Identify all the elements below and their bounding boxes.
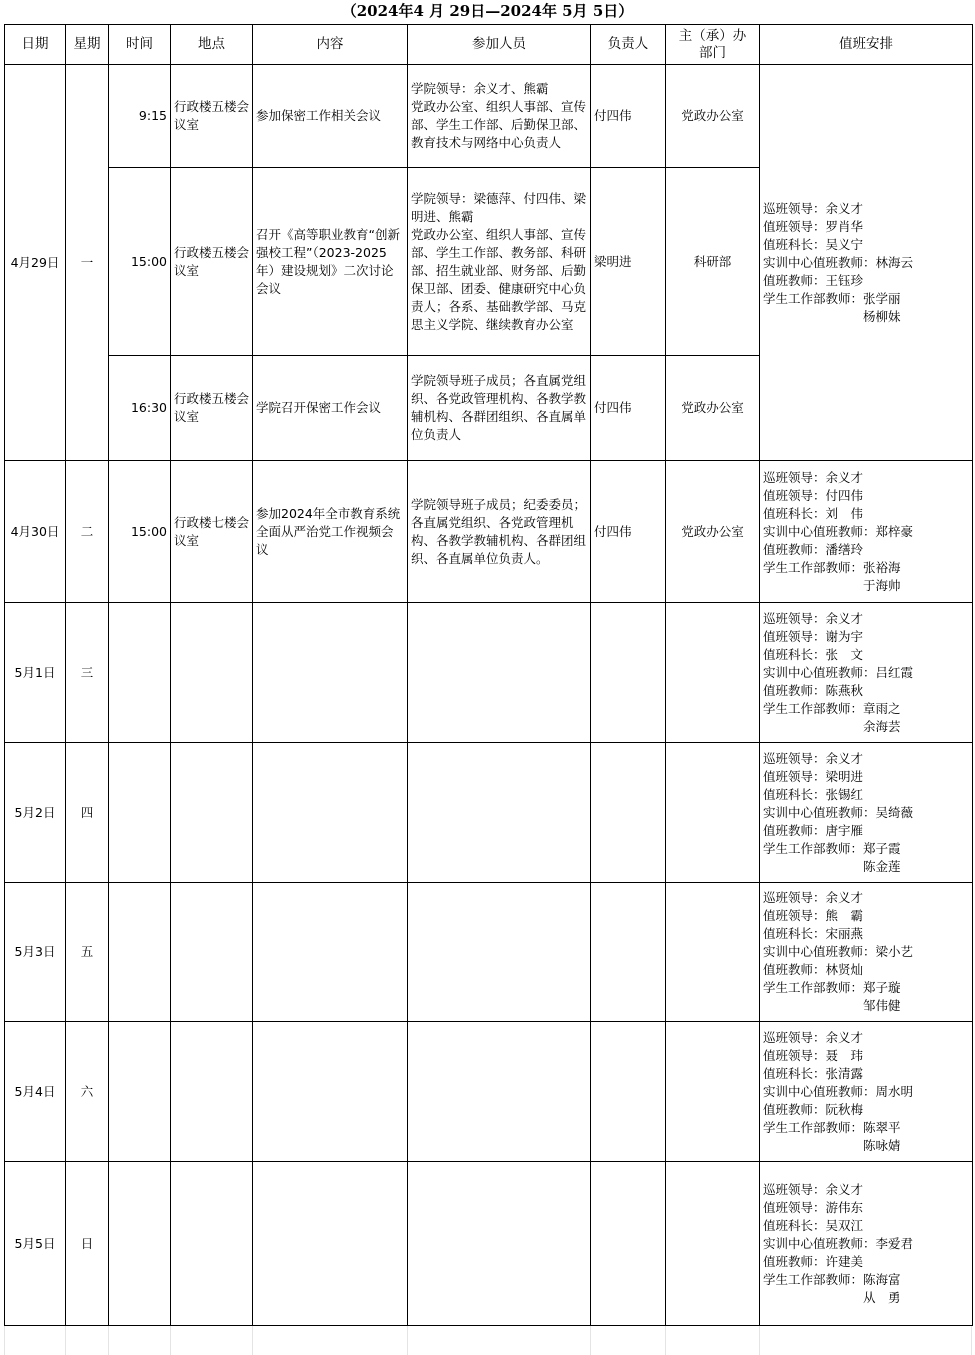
- weekday-cell: 三: [66, 603, 109, 743]
- dept-cell: 科研部: [666, 168, 760, 356]
- table-row: [5, 1022, 973, 1162]
- content-cell: 召开《高等职业教育“创新强校工程”（2023-2025年）建设规划》二次讨论会议: [253, 168, 408, 356]
- duty-cell: 巡班领导：余义才 值班领导：付四伟 值班科长：刘 伟 实训中心值班教师：郑梓豪 值班教师：潘缮玲 学生工作部教师：张裕海 于海帅: [760, 461, 973, 603]
- person-cell: 付四伟: [591, 461, 666, 603]
- column-header-attendees: 参加人员: [408, 25, 591, 65]
- content-cell: [253, 1022, 408, 1162]
- content-cell: 学院召开保密工作会议: [253, 356, 408, 461]
- duty-cell: 巡班领导：余义才 值班领导：熊 霸 值班科长：宋丽燕 实训中心值班教师：梁小艺 值班教师：林贤灿 学生工作部教师：郑子璇 邹伟健: [760, 883, 973, 1022]
- time-cell: [109, 883, 171, 1022]
- time-cell: 15:00: [109, 168, 171, 356]
- location-cell: [171, 1162, 253, 1326]
- time-cell: [109, 603, 171, 743]
- column-header-location: 地点: [171, 25, 253, 65]
- attendees-cell: 学院领导：余义才、熊霸 党政办公室、组织人事部、宣传部、学生工作部、后勤保卫部、教育技术与网络中心负责人: [408, 65, 591, 168]
- table-row: [5, 1162, 973, 1326]
- person-cell: [591, 603, 666, 743]
- column-header-host-dept: 主（承）办 部门: [666, 25, 760, 65]
- duty-cell: 巡班领导：余义才 值班领导：谢为宇 值班科长：张 文 实训中心值班教师：吕红霞 值班教师：陈燕秋 学生工作部教师：章雨之 余海芸: [760, 603, 973, 743]
- date-cell: 4月29日: [5, 65, 66, 461]
- location-cell: 行政楼五楼会议室: [171, 168, 253, 356]
- column-header-content: 内容: [253, 25, 408, 65]
- table-row: [5, 883, 973, 1022]
- table-row: [5, 461, 973, 603]
- column-header-weekday: 星期: [66, 25, 109, 65]
- date-cell: 5月3日: [5, 883, 66, 1022]
- location-cell: 行政楼七楼会议室: [171, 461, 253, 603]
- content-cell: 参加2024年全市教育系统全面从严治党工作视频会议: [253, 461, 408, 603]
- date-cell: 5月1日: [5, 603, 66, 743]
- attendees-cell: [408, 883, 591, 1022]
- table-row: [5, 603, 973, 743]
- dept-cell: [666, 1022, 760, 1162]
- content-cell: [253, 883, 408, 1022]
- attendees-cell: 学院领导：梁德萍、付四伟、梁明进、熊霸 党政办公室、组织人事部、宣传部、学生工作部、教务部、科研部、招生就业部、财务部、后勤保卫部、团委、健康研究中心负责人；各系、基础教学部、马克思主义学院、继续教育办公室: [408, 168, 591, 356]
- location-cell: [171, 603, 253, 743]
- column-header-duty: 值班安排: [760, 25, 973, 65]
- attendees-cell: [408, 1022, 591, 1162]
- date-cell: 4月30日: [5, 461, 66, 603]
- attendees-cell: 学院领导班子成员；各直属党组织、各党政管理机构、各教学教辅机构、各群团组织、各直属单位负责人: [408, 356, 591, 461]
- content-cell: [253, 603, 408, 743]
- weekday-cell: 六: [66, 1022, 109, 1162]
- date-cell: 5月5日: [5, 1162, 66, 1326]
- time-cell: [109, 1022, 171, 1162]
- location-cell: [171, 1022, 253, 1162]
- location-cell: [171, 883, 253, 1022]
- weekday-cell: 五: [66, 883, 109, 1022]
- duty-cell: 巡班领导：余义才 值班领导：聂 玮 值班科长：张清露 实训中心值班教师：周水明 值班教师：阮秋梅 学生工作部教师：陈翠平 陈咏婧: [760, 1022, 973, 1162]
- weekly-schedule-table: [4, 24, 973, 1326]
- weekday-cell: 四: [66, 743, 109, 883]
- table-row: [5, 743, 973, 883]
- date-cell: 5月2日: [5, 743, 66, 883]
- content-cell: [253, 1162, 408, 1326]
- location-cell: 行政楼五楼会议室: [171, 65, 253, 168]
- attendees-cell: 学院领导班子成员；纪委委员；各直属党组织、各党政管理机构、各教学教辅机构、各群团组织、各直属单位负责人。: [408, 461, 591, 603]
- date-cell: 5月4日: [5, 1022, 66, 1162]
- attendees-cell: [408, 603, 591, 743]
- schedule-date-range: （2024年4 月 29日—2024年 5月 5日）: [341, 2, 634, 20]
- column-header-date: 日期: [5, 25, 66, 65]
- time-cell: [109, 1162, 171, 1326]
- header-row: [5, 25, 973, 65]
- person-cell: [591, 1162, 666, 1326]
- column-header-person-in-charge: 负责人: [591, 25, 666, 65]
- duty-cell: 巡班领导：余义才 值班领导：游伟东 值班科长：吴双江 实训中心值班教师：李爱君 值班教师：许建美 学生工作部教师：陈海富 从 勇: [760, 1162, 973, 1326]
- location-cell: [171, 743, 253, 883]
- weekday-cell: 一: [66, 65, 109, 461]
- person-cell: 付四伟: [591, 356, 666, 461]
- duty-cell: 巡班领导：余义才 值班领导：罗肖华 值班科长：吴义宁 实训中心值班教师：林海云 值班教师：王钰珍 学生工作部教师：张学丽 杨柳妹: [760, 65, 973, 461]
- dept-cell: [666, 603, 760, 743]
- time-cell: 15:00: [109, 461, 171, 603]
- weekday-cell: 二: [66, 461, 109, 603]
- person-cell: 梁明进: [591, 168, 666, 356]
- duty-cell: 巡班领导：余义才 值班领导：梁明进 值班科长：张锡红 实训中心值班教师：吴绮薇 值班教师：唐宇雁 学生工作部教师：郑子霞 陈金莲: [760, 743, 973, 883]
- content-cell: 参加保密工作相关会议: [253, 65, 408, 168]
- person-cell: 付四伟: [591, 65, 666, 168]
- time-cell: 16:30: [109, 356, 171, 461]
- table-row: [5, 65, 973, 168]
- dept-cell: [666, 883, 760, 1022]
- dept-cell: [666, 1162, 760, 1326]
- location-cell: 行政楼五楼会议室: [171, 356, 253, 461]
- time-cell: 9:15: [109, 65, 171, 168]
- attendees-cell: [408, 743, 591, 883]
- dept-cell: 党政办公室: [666, 356, 760, 461]
- person-cell: [591, 743, 666, 883]
- spreadsheet-gridlines: [4, 1326, 972, 1355]
- attendees-cell: [408, 1162, 591, 1326]
- dept-cell: [666, 743, 760, 883]
- column-header-time: 时间: [109, 25, 171, 65]
- person-cell: [591, 1022, 666, 1162]
- person-cell: [591, 883, 666, 1022]
- dept-cell: 党政办公室: [666, 461, 760, 603]
- time-cell: [109, 743, 171, 883]
- content-cell: [253, 743, 408, 883]
- dept-cell: 党政办公室: [666, 65, 760, 168]
- weekday-cell: 日: [66, 1162, 109, 1326]
